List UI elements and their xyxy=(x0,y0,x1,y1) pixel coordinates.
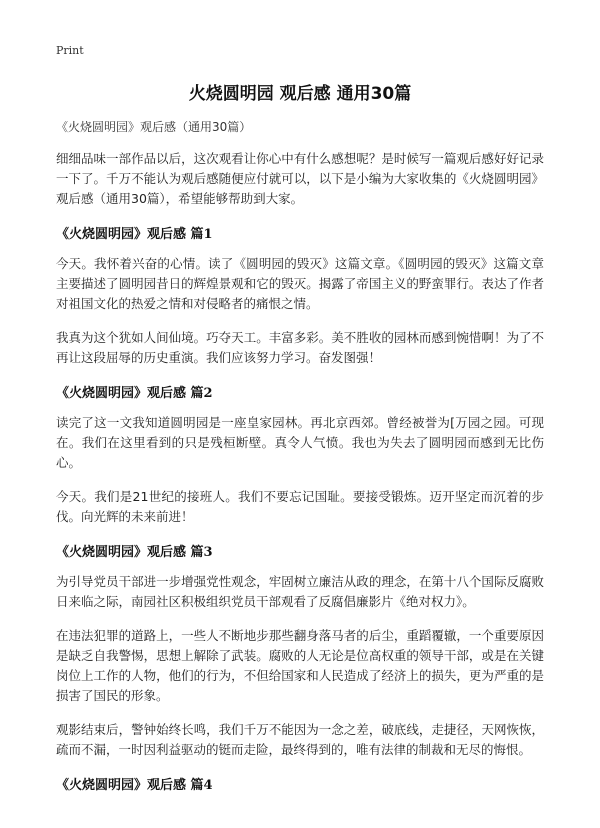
document-subtitle: 《火烧圆明园》观后感（通用30篇） xyxy=(56,120,252,134)
document-title: 火烧圆明园 观后感 通用30篇 xyxy=(188,84,412,104)
section-heading-3: 《火烧圆明园》观后感 篇3 xyxy=(56,545,213,560)
section-2-paragraph-2: 今天。我们是21世纪的接班人。我们不要忘记国耻。要接受锻炼。迈开坚定而沉着的步伐。向光辉的未来前进！ xyxy=(56,489,544,524)
section-heading-2: 《火烧圆明园》观后感 篇2 xyxy=(56,386,213,401)
intro-paragraph: 细细品味一部作品以后，这次观看让你心中有什么感想呢？是时候写一篇观后感好好记录一下了。千万不能认为观后感随便应付就可以，以下是小编为大家收集的《火烧圆明园》观后感（通用30篇），希望能够帮助到大家。 xyxy=(56,151,544,206)
section-3-paragraph-2: 在违法犯罪的道路上，一些人不断地步那些翻身落马者的后尘，重蹈覆辙，一个重要原因是缺乏自我警惕，思想上解除了武装。腐败的人无论是位高权重的领导干部，或是在关键岗位上工作的人物，他们的行为，不但给国家和人民造成了经济上的损失，更为严重的是损害了国民的形象。 xyxy=(56,628,544,703)
section-3-paragraph-1: 为引导党员干部进一步增强党性观念，牢固树立廉洁从政的理念，在第十八个国际反腐败日来临之际，南园社区积极组织党员干部观看了反腐倡廉影片《绝对权力》。 xyxy=(56,574,544,609)
section-heading-4: 《火烧圆明园》观后感 篇4 xyxy=(56,778,213,793)
print-label[interactable]: Print xyxy=(56,44,84,57)
section-1-paragraph-1: 今天。我怀着兴奋的心情。读了《圆明园的毁灭》这篇文章。《圆明园的毁灭》这篇文章主要描述了圆明园昔日的辉煌景观和它的毁灭。揭露了帝国主义的野蛮罪行。表达了作者对祖国文化的热爱之情和对侵略者的痛恨之情。 xyxy=(56,256,544,311)
section-3-paragraph-3: 观影结束后，警钟始终长鸣，我们千万不能因为一念之差，破底线，走捷径，天网恢恢，疏而不漏，一时因利益驱动的铤而走险，最终得到的，唯有法律的制裁和无尽的悔恨。 xyxy=(56,722,544,757)
section-1-paragraph-2: 我真为这个犹如人间仙境。巧夺天工。丰富多彩。美不胜收的园林而感到惋惜啊！为了不再让这段屈辱的历史重演。我们应该努力学习。奋发图强！ xyxy=(56,330,544,365)
section-heading-1: 《火烧圆明园》观后感 篇1 xyxy=(56,227,213,242)
section-2-paragraph-1: 读完了这一文我知道圆明园是一座皇家园林。再北京西郊。曾经被誉为[万园之园。可现在。我们在这里看到的只是残桓断壁。真令人气愤。我也为失去了圆明园而感到无比伤心。 xyxy=(56,415,544,470)
